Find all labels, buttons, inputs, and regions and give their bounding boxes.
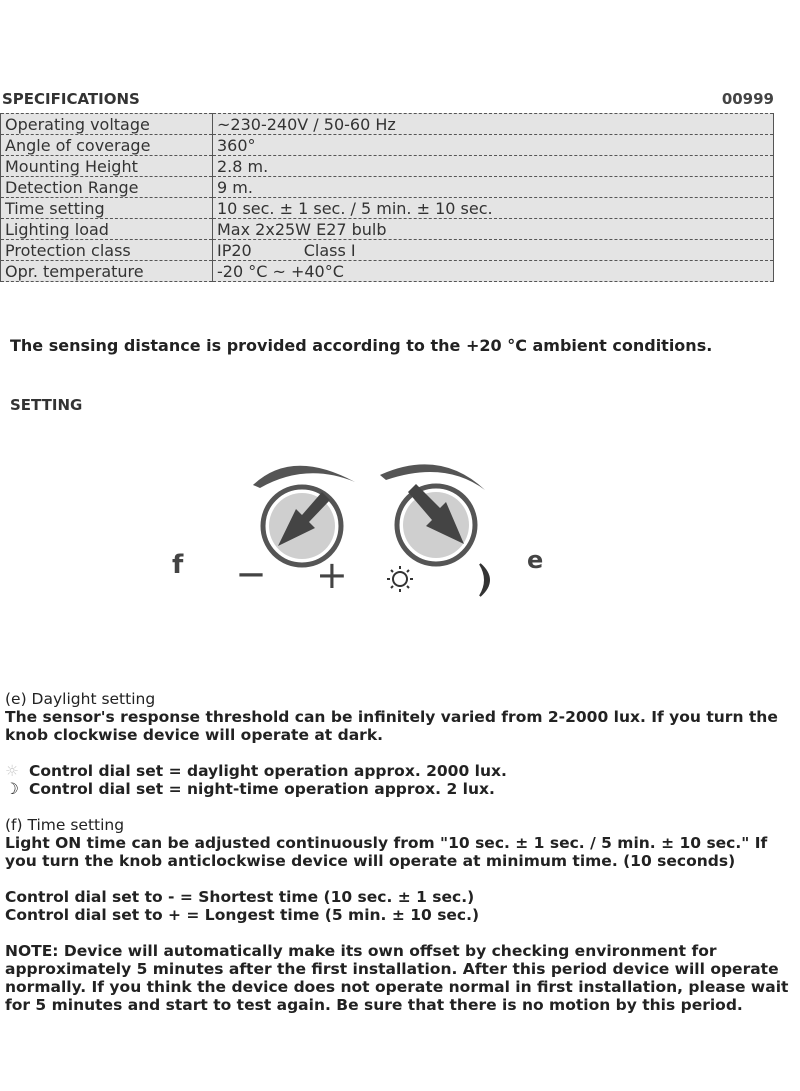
setting-diagram xyxy=(150,440,570,610)
product-code: 00999 xyxy=(721,90,774,108)
table-row xyxy=(1,261,774,282)
time-knob-label: f xyxy=(172,550,184,580)
spec-label: Lighting load xyxy=(1,219,213,240)
note-section xyxy=(5,942,790,1014)
time-section xyxy=(5,816,790,870)
spec-label: Mounting Height xyxy=(1,156,213,177)
table-row xyxy=(1,240,774,261)
protection-ip: IP20 xyxy=(217,240,252,260)
spec-label: Protection class xyxy=(1,240,213,261)
spec-value: ~230-240V / 50-60 Hz xyxy=(213,114,774,135)
spec-value: -20 °C ~ +40°C xyxy=(213,261,774,282)
spec-label: Opr. temperature xyxy=(1,261,213,282)
sun-icon xyxy=(387,566,413,592)
protection-class: Class I xyxy=(303,240,356,260)
time-line-2: Control dial set to + = Longest time (5 min. ± 10 sec.) xyxy=(5,906,480,924)
spec-value: 9 m. xyxy=(213,177,774,198)
spec-value: 10 sec. ± 1 sec. / 5 min. ± 10 sec. xyxy=(213,198,774,219)
spec-label: Detection Range xyxy=(1,177,213,198)
sensing-note: The sensing distance is provided according to the +20 °C ambient conditions. xyxy=(10,336,713,355)
specifications-header xyxy=(2,90,774,108)
table-row xyxy=(1,177,774,198)
table-row xyxy=(1,198,774,219)
table-row xyxy=(1,135,774,156)
moon-symbol: ☽ xyxy=(5,780,19,798)
table-row xyxy=(1,219,774,240)
minus-symbol: — xyxy=(238,559,264,589)
spec-value: Max 2x25W E27 bulb xyxy=(213,219,774,240)
time-text: Light ON time can be adjusted continuously from "10 sec. ± 1 sec. / 5 min. ± 10 sec." If you turn the knob anticlockwise device will operate at minimum time. (10 seconds) xyxy=(5,834,768,870)
daylight-knob-label: e xyxy=(527,546,544,574)
spec-value xyxy=(213,240,774,261)
daylight-line-1-text: Control dial set = daylight operation approx. 2000 lux. xyxy=(29,762,507,780)
time-knob[interactable] xyxy=(253,466,355,565)
time-dial-lines xyxy=(5,888,790,924)
spec-value: 2.8 m. xyxy=(213,156,774,177)
spec-label: Angle of coverage xyxy=(1,135,213,156)
daylight-knob[interactable] xyxy=(380,464,485,564)
daylight-text: The sensor's response threshold can be infinitely varied from 2-2000 lux. If you turn the knob clockwise device will operate at dark. xyxy=(5,708,778,744)
moon-icon xyxy=(480,564,489,596)
spec-value: 360° xyxy=(213,135,774,156)
note-paragraph xyxy=(5,942,790,1014)
note-label: NOTE: xyxy=(5,942,59,960)
time-heading: (f) Time setting xyxy=(5,816,125,834)
note-text: Device will automatically make its own offset by checking environment for approximately 5 minutes after the first installation. After this period device will operate normally. If you think the device does not operate normal in first installation, please wait for 5 minutes and start to test again. Be sure that there is no motion by this period. xyxy=(5,942,789,1014)
daylight-line-2-text: Control dial set = night-time operation approx. 2 lux. xyxy=(29,780,495,798)
specifications-table xyxy=(0,113,774,282)
table-row xyxy=(1,114,774,135)
specifications-title: SPECIFICATIONS xyxy=(2,90,140,108)
table-row xyxy=(1,156,774,177)
spec-label: Time setting xyxy=(1,198,213,219)
sun-symbol: ☼ xyxy=(5,762,19,780)
daylight-line-1 xyxy=(5,762,790,780)
daylight-lux-lines xyxy=(5,762,790,798)
time-line-1: Control dial set to - = Shortest time (10 sec. ± 1 sec.) xyxy=(5,888,475,906)
plus-symbol: + xyxy=(316,553,348,597)
daylight-heading: (e) Daylight setting xyxy=(5,690,156,708)
setting-title: SETTING xyxy=(10,396,83,414)
spec-label: Operating voltage xyxy=(1,114,213,135)
daylight-section xyxy=(5,690,790,744)
daylight-line-2 xyxy=(5,780,790,798)
